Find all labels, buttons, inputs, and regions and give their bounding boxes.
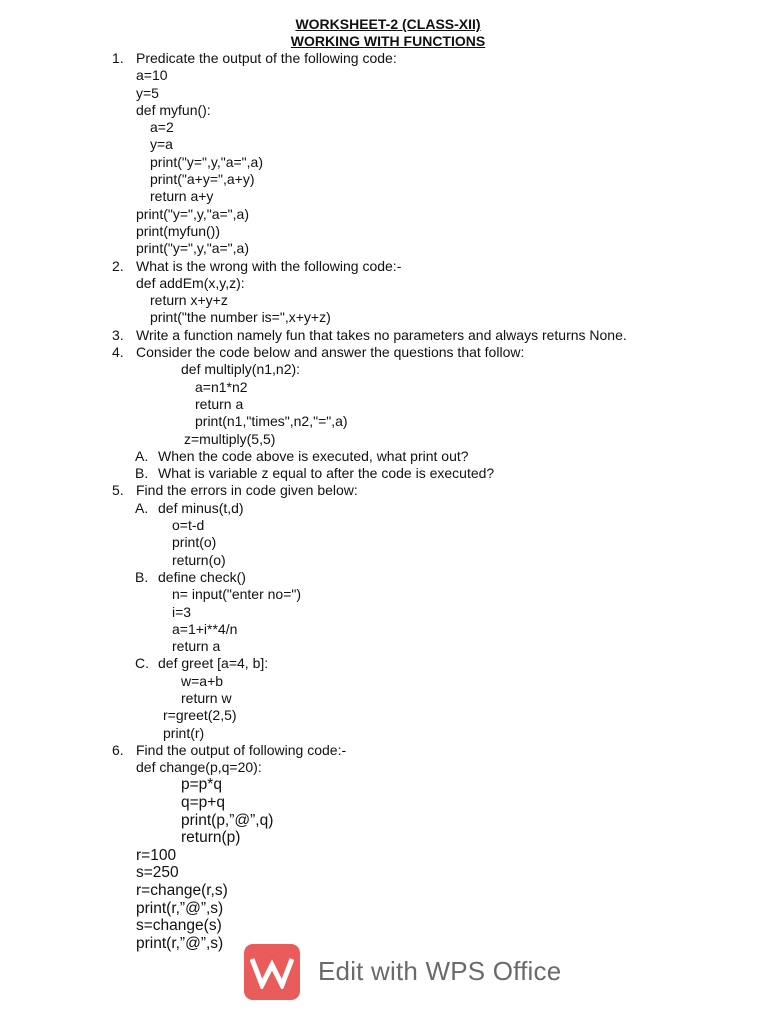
question-number: 2. [112, 257, 124, 274]
code-line: q=p+q [181, 794, 225, 812]
code-line: s=250 [136, 864, 179, 882]
question-number: 6. [112, 741, 124, 758]
code-line: r=change(r,s) [136, 882, 228, 900]
code-line: print(r) [163, 724, 205, 741]
sub-question [0, 500, 768, 517]
code-line: def greet [a=4, b]: [158, 655, 269, 672]
code-line: w=a+b [181, 672, 224, 689]
code-line: def addEm(x,y,z): [136, 274, 245, 291]
question-number: 4. [112, 344, 124, 361]
question-3 [0, 327, 768, 344]
code-line: z=multiply(5,5) [184, 430, 276, 447]
sub-question [0, 448, 768, 465]
question-5 [0, 482, 768, 499]
code-line: print("a+y=",a+y) [150, 171, 255, 188]
code-line: print(myfun()) [136, 222, 221, 239]
question-6 [0, 742, 768, 759]
question-text: What is the wrong with the following code:- [136, 257, 402, 274]
question-text: Write a function namely fun that takes no parameters and always returns None. [136, 326, 627, 343]
question-text: Find the errors in code given below: [136, 482, 358, 499]
question-4 [0, 344, 768, 361]
sub-question-label: B. [135, 568, 149, 585]
code-line: return a [195, 395, 244, 412]
question-1 [0, 50, 768, 67]
code-line: print("y=",y,"a=",a) [150, 153, 263, 170]
code-line: a=10 [136, 67, 168, 84]
worksheet-subtitle: WORKING WITH FUNCTIONS [290, 33, 486, 49]
sub-question [0, 655, 768, 672]
code-line: def minus(t,d) [158, 499, 244, 516]
code-line: print(r,”@”,s) [136, 899, 224, 917]
worksheet-page [0, 16, 768, 952]
sub-question-label: C. [135, 655, 149, 672]
code-line: def myfun(): [136, 101, 211, 118]
code-line: return w [181, 689, 232, 706]
code-line: i=3 [172, 603, 192, 620]
wps-edit-banner[interactable] [244, 944, 561, 1000]
code-line: r=100 [136, 846, 177, 864]
sub-question-label: A. [135, 447, 149, 464]
code-line: r=greet(2,5) [163, 707, 237, 724]
code-line: print("y=",y,"a=",a) [136, 205, 249, 222]
code-line: a=n1*n2 [195, 378, 248, 395]
code-line: o=t-d [172, 517, 205, 534]
question-text: Find the output of following code:- [136, 741, 347, 758]
code-line: define check() [158, 568, 246, 585]
question-number: 1. [112, 50, 124, 66]
sub-question-label: A. [135, 499, 149, 516]
sub-question-label: B. [135, 465, 149, 482]
code-line: s=change(s) [136, 917, 222, 935]
code-line: print("the number is=",x+y+z) [150, 309, 331, 326]
sub-question [0, 465, 768, 482]
question-number: 5. [112, 482, 124, 499]
question-number: 3. [112, 326, 124, 343]
code-line: y=5 [136, 84, 159, 101]
sub-question-text: When the code above is executed, what print out? [158, 447, 469, 464]
code-line: return a+y [150, 188, 214, 205]
code-line: return(p) [181, 829, 241, 847]
code-line: n= input("enter no=") [172, 586, 302, 603]
code-line: return(o) [172, 551, 226, 568]
code-line: p=p*q [181, 776, 222, 794]
code-line: return a [172, 638, 221, 655]
sub-question [0, 569, 768, 586]
code-line: a=1+i**4/n [172, 620, 238, 637]
code-line: print(o) [172, 534, 217, 551]
code-line: print("y=",y,"a=",a) [136, 240, 249, 257]
code-line: return x+y+z [150, 292, 228, 309]
code-line: def multiply(n1,n2): [181, 361, 301, 378]
question-text: Predicate the output of the following code: [136, 50, 397, 66]
question-2 [0, 258, 768, 275]
code-line: y=a [150, 136, 173, 153]
sub-question-text: What is variable z equal to after the code is executed? [158, 465, 495, 482]
wps-edit-text: Edit with WPS Office [318, 956, 562, 987]
code-line: print(n1,"times",n2,"=",a) [195, 413, 348, 430]
worksheet-title: WORKSHEET-2 (CLASS-XII) [295, 16, 481, 32]
code-line: def change(p,q=20): [136, 759, 262, 776]
question-text: Consider the code below and answer the questions that follow: [136, 344, 525, 361]
code-line: print(p,”@”,q) [181, 811, 274, 829]
wps-w-logo-icon [244, 944, 300, 1000]
code-line: print(r,”@”,s) [136, 934, 224, 952]
code-line: a=2 [150, 119, 174, 136]
